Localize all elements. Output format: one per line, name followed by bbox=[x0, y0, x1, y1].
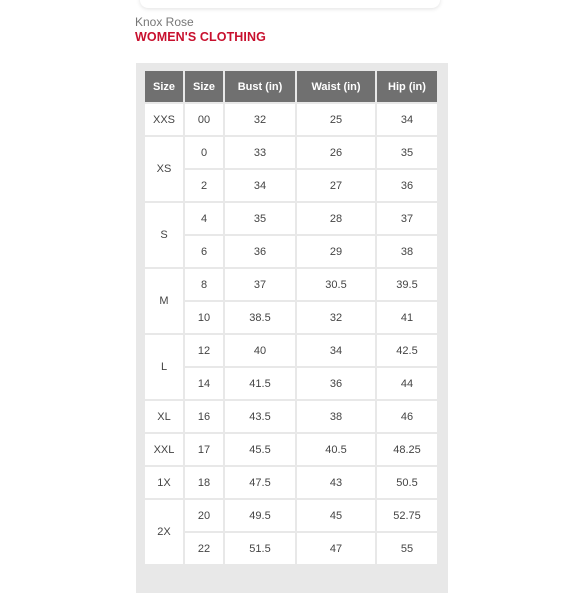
bust-cell: 37 bbox=[225, 269, 295, 302]
table-row bbox=[145, 533, 437, 566]
size-number-cell: 12 bbox=[185, 335, 223, 368]
hip-cell: 39.5 bbox=[377, 269, 437, 302]
size-number-cell: 0 bbox=[185, 137, 223, 170]
bust-cell: 49.5 bbox=[225, 500, 295, 533]
table-row bbox=[145, 368, 437, 401]
brand-name: Knox Rose bbox=[135, 15, 194, 29]
waist-cell: 29 bbox=[297, 236, 375, 269]
header-size-number: Size bbox=[185, 71, 223, 104]
size-label-cell: S bbox=[145, 203, 183, 269]
hip-cell: 55 bbox=[377, 533, 437, 566]
header-waist: Waist (in) bbox=[297, 71, 375, 104]
size-number-cell: 8 bbox=[185, 269, 223, 302]
size-chart-table bbox=[143, 71, 439, 566]
size-number-cell: 2 bbox=[185, 170, 223, 203]
table-row bbox=[145, 269, 437, 302]
bust-cell: 32 bbox=[225, 104, 295, 137]
size-number-cell: 14 bbox=[185, 368, 223, 401]
size-number-cell: 00 bbox=[185, 104, 223, 137]
waist-cell: 26 bbox=[297, 137, 375, 170]
table-row bbox=[145, 170, 437, 203]
waist-cell: 30.5 bbox=[297, 269, 375, 302]
table-row bbox=[145, 302, 437, 335]
header-hip: Hip (in) bbox=[377, 71, 437, 104]
table-row bbox=[145, 434, 437, 467]
size-label-cell: L bbox=[145, 335, 183, 401]
bust-cell: 41.5 bbox=[225, 368, 295, 401]
size-number-cell: 10 bbox=[185, 302, 223, 335]
hip-cell: 46 bbox=[377, 401, 437, 434]
size-label-cell: XS bbox=[145, 137, 183, 203]
hip-cell: 44 bbox=[377, 368, 437, 401]
size-label-cell: M bbox=[145, 269, 183, 335]
hip-cell: 52.75 bbox=[377, 500, 437, 533]
bust-cell: 43.5 bbox=[225, 401, 295, 434]
hip-cell: 42.5 bbox=[377, 335, 437, 368]
size-label-cell: 1X bbox=[145, 467, 183, 500]
hip-cell: 41 bbox=[377, 302, 437, 335]
size-number-cell: 17 bbox=[185, 434, 223, 467]
size-label-cell: XXS bbox=[145, 104, 183, 137]
waist-cell: 36 bbox=[297, 368, 375, 401]
header-row bbox=[145, 71, 437, 104]
bust-cell: 35 bbox=[225, 203, 295, 236]
size-number-cell: 4 bbox=[185, 203, 223, 236]
hip-cell: 35 bbox=[377, 137, 437, 170]
bust-cell: 36 bbox=[225, 236, 295, 269]
size-number-cell: 6 bbox=[185, 236, 223, 269]
waist-cell: 38 bbox=[297, 401, 375, 434]
header-size-label: Size bbox=[145, 71, 183, 104]
waist-cell: 47 bbox=[297, 533, 375, 566]
bust-cell: 38.5 bbox=[225, 302, 295, 335]
size-label-cell: XL bbox=[145, 401, 183, 434]
waist-cell: 27 bbox=[297, 170, 375, 203]
table-row bbox=[145, 467, 437, 500]
size-label-cell: 2X bbox=[145, 500, 183, 566]
waist-cell: 43 bbox=[297, 467, 375, 500]
bust-cell: 34 bbox=[225, 170, 295, 203]
table-row bbox=[145, 401, 437, 434]
header-bust: Bust (in) bbox=[225, 71, 295, 104]
bust-cell: 51.5 bbox=[225, 533, 295, 566]
table-row bbox=[145, 500, 437, 533]
hip-cell: 50.5 bbox=[377, 467, 437, 500]
hip-cell: 48.25 bbox=[377, 434, 437, 467]
waist-cell: 32 bbox=[297, 302, 375, 335]
waist-cell: 25 bbox=[297, 104, 375, 137]
waist-cell: 45 bbox=[297, 500, 375, 533]
waist-cell: 28 bbox=[297, 203, 375, 236]
size-number-cell: 22 bbox=[185, 533, 223, 566]
size-number-cell: 18 bbox=[185, 467, 223, 500]
bust-cell: 47.5 bbox=[225, 467, 295, 500]
size-number-cell: 16 bbox=[185, 401, 223, 434]
bust-cell: 33 bbox=[225, 137, 295, 170]
bust-cell: 40 bbox=[225, 335, 295, 368]
top-card-edge bbox=[140, 0, 440, 8]
hip-cell: 34 bbox=[377, 104, 437, 137]
waist-cell: 34 bbox=[297, 335, 375, 368]
waist-cell: 40.5 bbox=[297, 434, 375, 467]
bust-cell: 45.5 bbox=[225, 434, 295, 467]
table-row bbox=[145, 137, 437, 170]
hip-cell: 36 bbox=[377, 170, 437, 203]
size-label-cell: XXL bbox=[145, 434, 183, 467]
size-number-cell: 20 bbox=[185, 500, 223, 533]
hip-cell: 37 bbox=[377, 203, 437, 236]
section-title: WOMEN'S CLOTHING bbox=[135, 30, 266, 44]
table-row bbox=[145, 335, 437, 368]
table-row bbox=[145, 236, 437, 269]
table-row bbox=[145, 104, 437, 137]
table-row bbox=[145, 203, 437, 236]
hip-cell: 38 bbox=[377, 236, 437, 269]
